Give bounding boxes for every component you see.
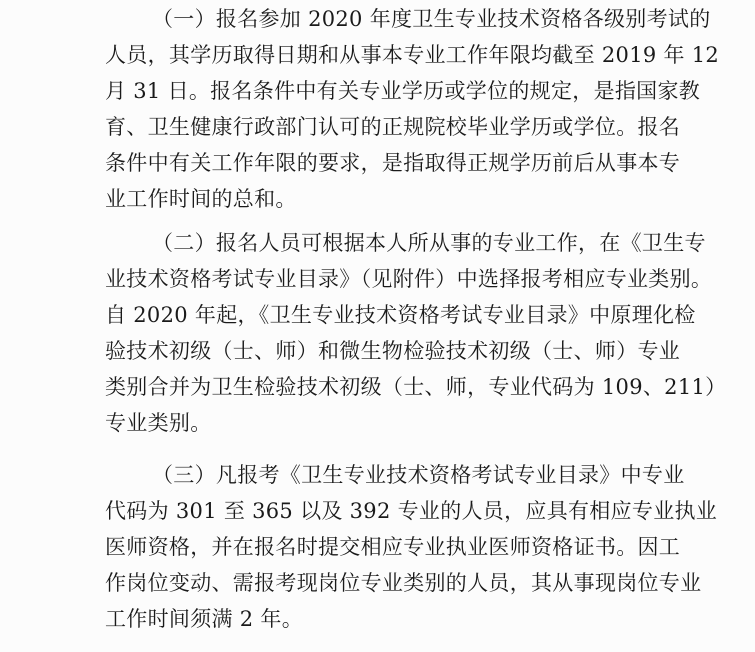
text-line: 工作时间须满 2 年。 [105,607,304,631]
text-line: 自 2020 年起，《卫生专业技术资格考试专业目录》中原理化检 [105,303,696,327]
text-line: （三）凡报考《卫生专业技术资格考试专业目录》中专业 [152,463,685,487]
text-line: 业技术资格考试专业目录》（见附件）中选择报考相应专业类别。 [105,267,713,291]
text-line: 育、卫生健康行政部门认可的正规院校毕业学历或学位。报名 [105,115,681,139]
text-line: 人员，其学历取得日期和从事本专业工作年限均截至 2019 年 12 [105,43,720,67]
text-line: 月 31 日。报名条件中有关专业学历或学位的规定，是指国家教 [105,79,701,103]
text-line: 专业类别。 [105,411,212,435]
text-line: （二）报名人员可根据本人所从事的专业工作，在《卫生专 [152,231,706,255]
text-line: （一）报名参加 2020 年度卫生专业技术资格各级别考试的 [152,7,711,31]
text-line: 作岗位变动、需报考现岗位专业类别的人员，其从事现岗位专业 [105,571,702,595]
text-line: 医师资格，并在报名时提交相应专业执业医师资格证书。因工 [105,535,681,559]
text-line: 条件中有关工作年限的要求，是指取得正规学历前后从事本专 [105,151,681,175]
text-line: 类别合并为卫生检验技术初级（士、师，专业代码为 109、211） [105,375,727,399]
text-line: 验技术初级（士、师）和微生物检验技术初级（士、师）专业 [105,339,681,363]
text-line: 业工作时间的总和。 [105,187,297,211]
text-line: 代码为 301 至 365 以及 392 专业的人员，应具有相应专业执业 [105,499,718,523]
